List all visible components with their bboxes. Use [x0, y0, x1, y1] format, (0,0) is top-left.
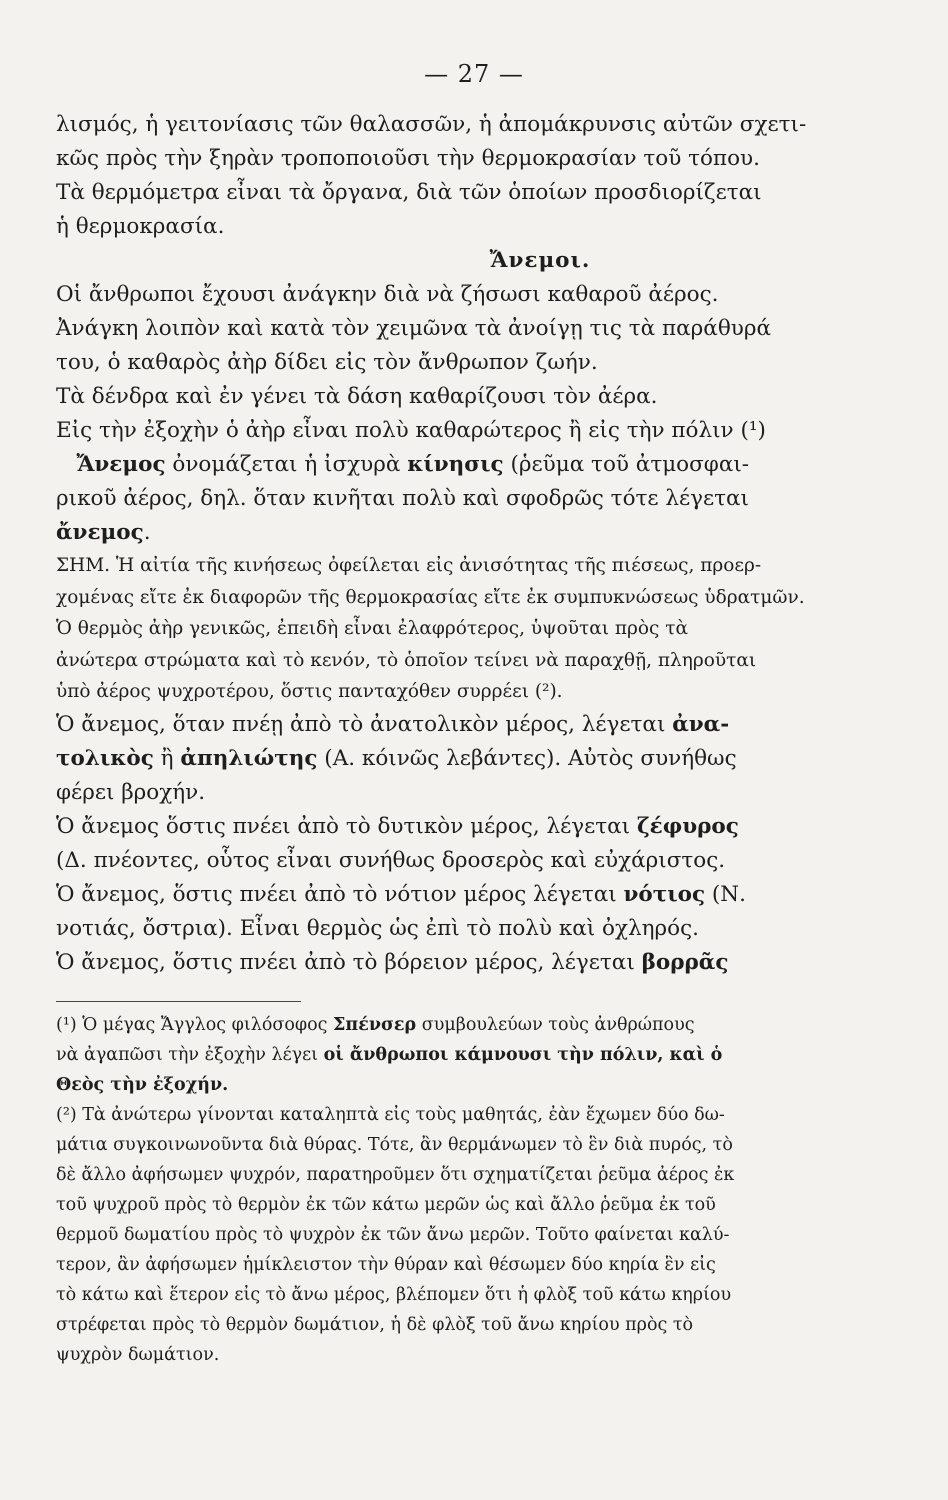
west-wind-line: Ὁ ἄνεμος ὅστις πνέει ἀπὸ τὸ δυτικὸν μέρος, λέγεται ζέφυρος	[56, 813, 739, 839]
footnote-line: ψυχρὸν δωμάτιον.	[56, 1345, 220, 1365]
term-anemos-2: ἄνεμος	[56, 520, 144, 545]
section-heading: Ἄνεμοι.	[489, 248, 591, 273]
text-line: ἡ θερμοκρασία.	[56, 214, 225, 239]
footnote-line: (²) Τὰ ἀνώτερω γίνονται καταληπτὰ εἰς τοὺς μαθητάς, ἐὰν ἔχωμεν δύο δω-	[56, 1105, 725, 1125]
note-line: Ὁ θερμὸς ἀὴρ γενικῶς, ἐπειδὴ εἶναι ἐλαφρότερος, ὑψοῦται πρὸς τὰ	[56, 618, 688, 639]
text-line: του, ὁ καθαρὸς ἀὴρ δίδει εἰς τὸν ἄνθρωπον ζωήν.	[56, 350, 598, 375]
term-anemos: Ἄνεμος	[76, 452, 166, 477]
text-line: Τὰ θερμόμετρα εἶναι τὰ ὄργανα, διὰ τῶν ὁποίων προσδιορίζεται	[56, 180, 762, 205]
text-line: (Δ. πνέοντες, οὗτος εἶναι συνήθως δροσερὸς καὶ εὐχάριστος.	[56, 847, 726, 873]
text-line: Ἀνάγκη λοιπὸν καὶ κατὰ τὸν χειμῶνα τὰ ἀνοίγῃ τις τὰ παράθυρά	[56, 316, 771, 341]
footnote-line: δὲ ἄλλο ἀφήσωμεν ψυχρόν, παρατηροῦμεν ὅτι σχηματίζεται ῥεῦμα ἀέρος ἐκ	[56, 1165, 735, 1185]
text-line: Τὰ δένδρα καὶ ἐν γένει τὰ δάση καθαρίζουσι τὸν ἀέρα.	[56, 384, 658, 409]
definition-line: Ἄνεμος ὀνομάζεται ἡ ἰσχυρὰ κίνησις (ῥεῦμα τοῦ ἀτμοσφαι-	[76, 452, 750, 477]
south-wind-line: Ὁ ἄνεμος, ὅστις πνέει ἀπὸ τὸ νότιον μέρος λέγεται νότιος (Ν.	[56, 881, 746, 907]
footnote-line: (¹) Ὁ μέγας Ἄγγλος φιλόσοφος Σπένσερ συμβουλεύων τοὺς ἀνθρώπους	[56, 1015, 695, 1035]
east-wind-line: τολικὸς ἢ ἀπηλιώτης (Α. κόινῶς λεβάντες). Αὐτὸς συνήθως	[56, 745, 737, 771]
note-line: χομένας εἴτε ἐκ διαφορῶν τῆς θερμοκρασίας εἴτε ἐκ συμπυκνώσεως ὑδρατμῶν.	[56, 586, 805, 608]
east-wind-line: Ὁ ἄνεμος, ὅταν πνέῃ ἀπὸ τὸ ἀνατολικὸν μέρος, λέγεται ἀνα-	[56, 711, 730, 737]
text-line: ρικοῦ ἀέρος, δηλ. ὅταν κινῆται πολὺ καὶ σφοδρῶς τότε λέγεται	[56, 486, 749, 511]
page-number: — 27 —	[424, 60, 524, 88]
note-line: ὑπὸ ἀέρος ψυχροτέρου, ὅστις πανταχόθεν συρρέει (²).	[56, 681, 563, 702]
footnote-line: τοῦ ψυχροῦ πρὸς τὸ θερμὸν ἐκ τῶν κάτω μερῶν ὡς καὶ ἄλλο ῥεῦμα ἐκ τοῦ	[56, 1195, 716, 1215]
footnote-divider	[56, 1001, 301, 1002]
footnotes	[56, 1010, 904, 1370]
note-line: ἀνώτερα στρώματα καὶ τὸ κενόν, τὸ ὁποῖον τείνει νὰ παραχθῇ, πληροῦται	[56, 649, 757, 671]
text-line: Οἱ ἄνθρωποι ἔχουσι ἀνάγκην διὰ νὰ ζήσωσι καθαροῦ ἀέρος.	[56, 282, 719, 307]
definition-line: ἄνεμος.	[56, 520, 151, 545]
footnote-line: Θεὸς τὴν ἐξοχήν.	[56, 1075, 229, 1095]
term-kinesis: κίνησις	[407, 452, 504, 477]
text-line: Εἰς τὴν ἐξοχὴν ὁ ἀὴρ εἶναι πολὺ καθαρώτερος ἢ εἰς τὴν πόλιν (¹)	[56, 418, 766, 443]
main-text	[56, 108, 904, 980]
footnote-line: νὰ ἀγαπῶσι τὴν ἐξοχὴν λέγει οἱ ἄνθρωποι κάμνουσι τὴν πόλιν, καὶ ὁ	[56, 1045, 723, 1065]
north-wind-line: Ὁ ἄνεμος, ὅστις πνέει ἀπὸ τὸ βόρειον μέρος, λέγεται βορρᾶς	[56, 949, 729, 975]
text-line: φέρει βροχήν.	[56, 779, 206, 805]
footnote-line: τερον, ἂν ἀφήσωμεν ἡμίκλειστον τὴν θύραν καὶ θέσωμεν δύο κηρία ἓν εἰς	[56, 1255, 716, 1275]
footnote-line: τὸ κάτω καὶ ἕτερον εἰς τὸ ἄνω μέρος, βλέπομεν ὅτι ἡ φλὸξ τοῦ κάτω κηρίου	[56, 1285, 732, 1305]
footnote-line: θερμοῦ δωματίου πρὸς τὸ ψυχρὸν ἐκ τῶν ἄνω μερῶν. Τοῦτο φαίνεται καλύ-	[56, 1225, 730, 1245]
text-line: νοτιάς, ὄστρια). Εἶναι θερμὸς ὡς ἐπὶ τὸ πολὺ καὶ ὀχληρός.	[56, 915, 699, 941]
footnote-line: στρέφεται πρὸς τὸ θερμὸν δωμάτιον, ἡ δὲ φλὸξ τοῦ ἄνω κηρίου πρὸς τὸ	[56, 1315, 694, 1335]
footnote-line: μάτια συγκοινωνοῦντα διὰ θύρας. Τότε, ἂν θερμάνωμεν τὸ ἓν διὰ πυρός, τὸ	[56, 1135, 733, 1155]
text-line: κῶς πρὸς τὴν ξηρὰν τροποποιοῦσι τὴν θερμοκρασίαν τοῦ τόπου.	[56, 146, 760, 171]
text-line: λισμός, ἡ γειτονίασις τῶν θαλασσῶν, ἡ ἀπομάκρυνσις αὐτῶν σχετι-	[56, 112, 807, 137]
note-line: ΣΗΜ. Ἡ αἰτία τῆς κινήσεως ὀφείλεται εἰς ἀνισότητας τῆς πιέσεως, προερ-	[56, 555, 762, 576]
